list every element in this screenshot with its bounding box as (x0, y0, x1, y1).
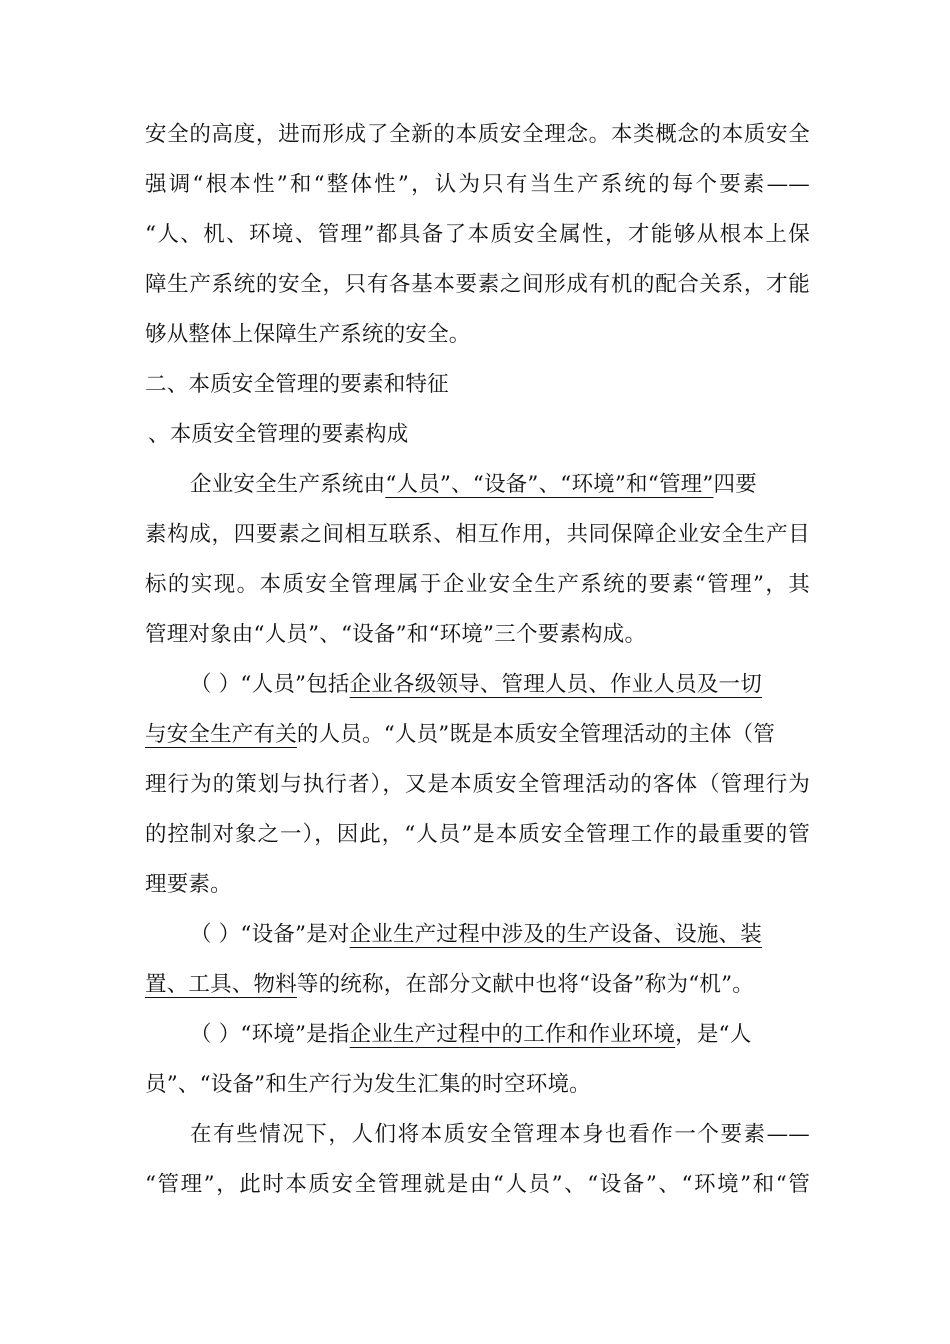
paragraph-text: 的人员。“人员”既是本质安全管理活动的主体（管 (296, 722, 775, 747)
paragraph-text: ，是“人 (675, 1022, 752, 1047)
paragraph-line (145, 715, 810, 755)
paragraph-text: 企业安全生产系统由 (190, 472, 386, 497)
paragraph-line: 的控制对象之一），因此，“人员”是本质安全管理工作的最重要的管 (145, 822, 810, 847)
underlined-text: 企业各级领导、管理人员、作业人员及一切 (349, 672, 762, 697)
paragraph-line (190, 465, 810, 505)
paragraph-text: （ ）“设备”是对 (190, 922, 350, 947)
subsection-heading: 、本质安全管理的要素构成 (148, 422, 409, 447)
paragraph-line: 够从整体上保障生产系统的安全。 (145, 322, 471, 347)
paragraph-text: （ ）“环境”是指 (190, 1022, 350, 1047)
paragraph-text: （ ）“人员”包括 (190, 672, 350, 697)
paragraph-text: 四要 (713, 472, 757, 497)
underlined-text: 企业生产过程中涉及的生产设备、设施、装 (349, 922, 762, 947)
paragraph-line (190, 1015, 810, 1055)
paragraph-line: 强调“根本性”和“整体性”，认为只有当生产系统的每个要素—— (145, 172, 810, 197)
paragraph-line: 理行为的策划与执行者），又是本质安全管理活动的客体（管理行为 (145, 772, 810, 797)
underlined-text: 与安全生产有关 (145, 722, 297, 747)
paragraph-line: 素构成，四要素之间相互联系、相互作用，共同保障企业安全生产目 (145, 522, 810, 547)
paragraph-line (190, 665, 810, 705)
paragraph-line: 员”、“设备”和生产行为发生汇集的时空环境。 (145, 1072, 591, 1097)
underlined-text: 置、工具、物料 (145, 972, 297, 997)
paragraph-line: 标的实现。本质安全管理属于企业安全生产系统的要素“管理”，其 (145, 572, 810, 597)
paragraph-line (145, 965, 810, 1005)
paragraph-line: “管理”，此时本质安全管理就是由“人员”、“设备”、“环境”和“管 (145, 1172, 810, 1197)
paragraph-line: 在有些情况下，人们将本质安全管理本身也看作一个要素—— (190, 1122, 810, 1147)
paragraph-line: 理要素。 (145, 872, 232, 897)
underlined-text: 企业生产过程中的工作和作业环境 (349, 1022, 676, 1047)
paragraph-line: 管理对象由“人员”、“设备”和“环境”三个要素构成。 (145, 622, 647, 647)
paragraph-text: 等的统称，在部分文献中也将“设备”称为“机”。 (296, 972, 754, 997)
paragraph-line: 安全的高度，进而形成了全新的本质安全理念。本类概念的本质安全 (145, 122, 810, 147)
section-heading: 二、本质安全管理的要素和特征 (145, 372, 449, 397)
paragraph-line: 障生产系统的安全，只有各基本要素之间形成有机的配合关系，才能 (145, 272, 810, 297)
underlined-text: “人员”、“设备”、“环境”和“管理” (385, 472, 714, 497)
paragraph-line (190, 915, 810, 955)
paragraph-line: “人、机、环境、管理”都具备了本质安全属性，才能够从根本上保 (145, 222, 810, 247)
